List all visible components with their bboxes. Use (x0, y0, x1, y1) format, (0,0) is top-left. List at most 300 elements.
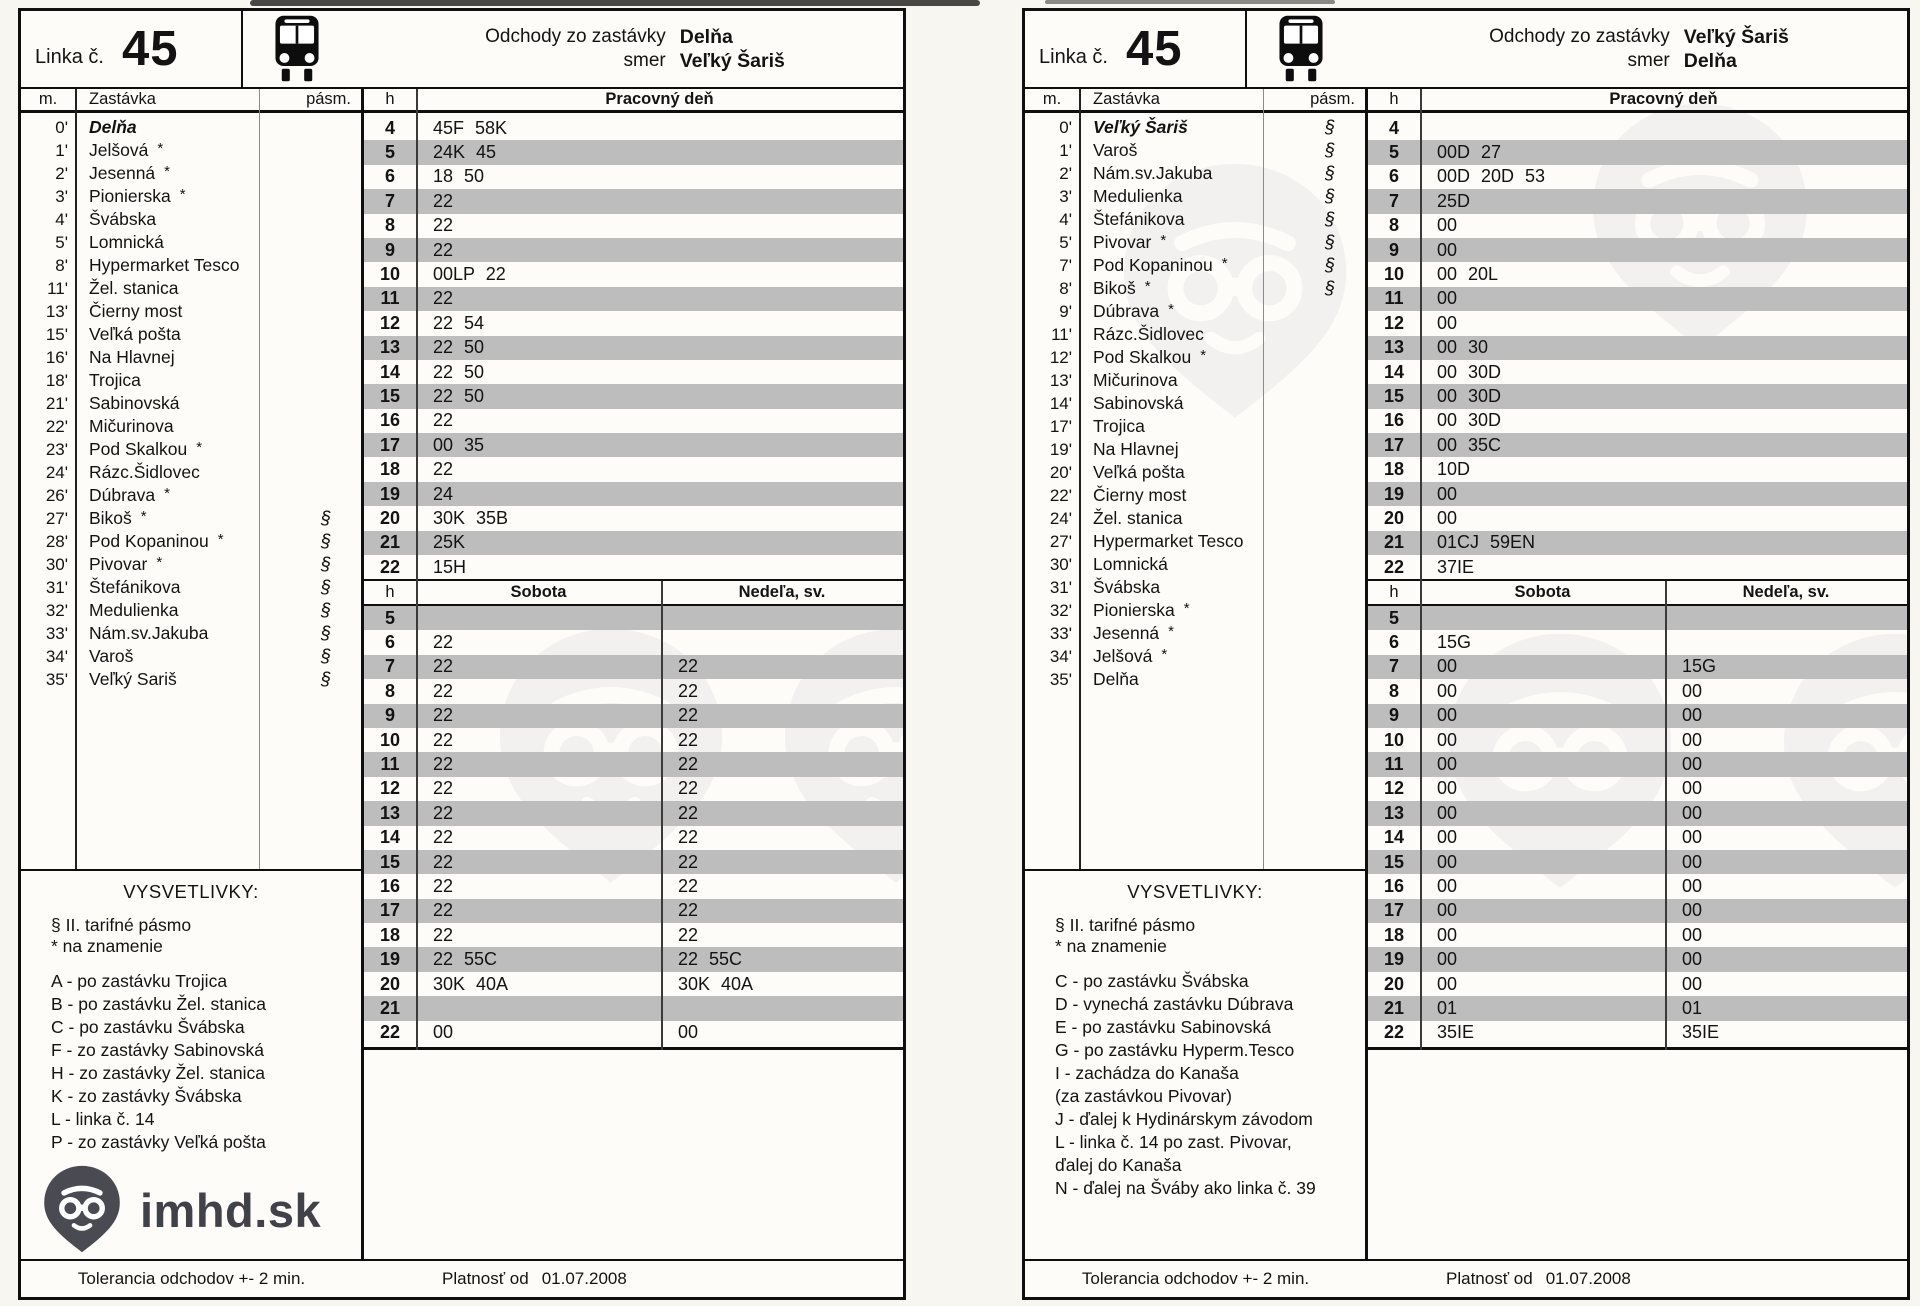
validity-date: 01.07.2008 (1545, 1269, 1631, 1288)
workday-hour-row (364, 262, 903, 286)
saturday-header: Sobota (510, 583, 567, 601)
stop-row (21, 484, 361, 507)
stop-row (1025, 484, 1365, 507)
hour-value: 9 (1388, 705, 1399, 726)
stop-row (1025, 323, 1365, 346)
saturday-departure-minutes: 00 (433, 1022, 454, 1043)
workday-timetable (364, 116, 903, 579)
stop-row (1025, 392, 1365, 415)
hour-value: 12 (1383, 312, 1405, 333)
sunday-departure-minutes: 22 (678, 924, 699, 945)
hour-value: 5 (384, 607, 395, 628)
legend-item: (za zastávkou Pivovar) (1055, 1086, 1233, 1106)
stop-name: Rázc.Šidlovec (89, 462, 200, 482)
stop-row (21, 415, 361, 438)
stop-name: Veľký Sariš (89, 669, 177, 689)
weekend-hour-row (1368, 947, 1907, 971)
hour-value: 5 (384, 142, 395, 163)
direction-label: smer (623, 49, 666, 71)
workday-hour-row (1368, 165, 1907, 189)
workday-hour-row (364, 165, 903, 189)
hour-value: 7 (384, 190, 395, 211)
stop-minute: 32' (1049, 600, 1072, 620)
on-request-star: * (1168, 623, 1175, 640)
stop-row (21, 645, 361, 668)
hour-value: 4 (1388, 117, 1399, 138)
stop-name: Čierny most (89, 301, 183, 321)
stop-name: Mičurinova (89, 416, 174, 436)
hour-column-header: h (1389, 583, 1399, 601)
zone-mark: § (320, 646, 331, 666)
hour-value: 20 (1383, 973, 1405, 994)
legend-item: H - zo zastávky Žel. stanica (51, 1063, 265, 1083)
scan-artifact (1045, 0, 1335, 4)
stop-name: Jesenná * (89, 163, 171, 183)
workday-hour-row (1368, 140, 1907, 164)
saturday-departure-minutes: 30K 40A (433, 973, 509, 994)
stop-row (1025, 645, 1365, 668)
weekend-timetable (1368, 606, 1907, 1045)
stop-name: Medulienka (1093, 186, 1183, 206)
hour-value: 5 (1388, 607, 1399, 628)
weekend-hour-row (1368, 801, 1907, 825)
legend-item: ďalej do Kanaša (1055, 1155, 1182, 1175)
departure-minutes: 25D (1437, 190, 1471, 211)
divider (1665, 581, 1667, 1050)
legend-item: B - po zastávku Žel. stanica (51, 994, 266, 1014)
stop-minute: 12' (1049, 347, 1072, 367)
legend-item: A - po zastávku Trojica (51, 971, 228, 991)
saturday-departure-minutes: 22 (433, 802, 454, 823)
saturday-departure-minutes: 00 (1437, 949, 1458, 970)
stop-name: Čierny most (1093, 485, 1187, 505)
saturday-departure-minutes: 22 (433, 729, 454, 750)
stop-minute: 30' (1049, 554, 1072, 574)
stop-row (1025, 415, 1365, 438)
workday-hour-row (1368, 384, 1907, 408)
stop-minute: 21' (45, 393, 68, 413)
stop-name: Pionierska * (1093, 600, 1190, 620)
stop-row (21, 369, 361, 392)
divider (1368, 1047, 1907, 1050)
stop-row (21, 346, 361, 369)
departure-minutes: 01CJ 59EN (1437, 532, 1536, 553)
stop-minute: 24' (1049, 508, 1072, 528)
saturday-departure-minutes: 00 (1437, 924, 1458, 945)
departure-minutes: 00 (1437, 483, 1458, 504)
imhd-logo-text: imhd.sk (140, 1183, 322, 1237)
departure-minutes: 00 35 (433, 434, 485, 455)
hour-value: 9 (1388, 239, 1399, 260)
hour-value: 7 (1388, 190, 1399, 211)
workday-hour-row (364, 506, 903, 530)
workday-hour-row (364, 433, 903, 457)
weekend-hour-row (1368, 1021, 1907, 1045)
on-request-star: * (140, 508, 147, 525)
hour-value: 22 (379, 1022, 401, 1043)
workday-hour-row (364, 116, 903, 140)
departure-minutes: 15H (433, 556, 467, 577)
stop-name: Pionierska * (89, 186, 186, 206)
workday-hour-row (1368, 506, 1907, 530)
on-request-star: * (156, 554, 163, 571)
stop-row (1025, 438, 1365, 461)
stop-row (1025, 185, 1365, 208)
zone-mark: § (320, 600, 331, 620)
stop-name: Medulienka (89, 600, 179, 620)
scan-artifact (250, 0, 980, 6)
on-request-star: * (1183, 600, 1190, 617)
saturday-departure-minutes: 00 (1437, 778, 1458, 799)
sunday-departure-minutes: 22 (678, 705, 699, 726)
zone-mark: § (1324, 232, 1335, 252)
departure-minutes: 00 30D (1437, 410, 1502, 431)
line-label: Linka č. (1039, 45, 1108, 68)
weekend-hour-row (364, 850, 903, 874)
hour-value: 16 (379, 875, 401, 896)
departure-minutes: 22 50 (433, 361, 485, 382)
stop-row (1025, 461, 1365, 484)
stop-name: Jelšová * (1093, 646, 1168, 666)
stop-row (21, 185, 361, 208)
stop-minute: 7' (1059, 255, 1072, 275)
stop-minute: 5' (55, 232, 68, 252)
legend-item: C - po zastávku Švábska (1055, 971, 1249, 991)
stop-row (1025, 507, 1365, 530)
hour-value: 15 (379, 385, 401, 406)
sunday-departure-minutes: 22 55C (678, 949, 743, 970)
departure-minutes: 24K 45 (433, 142, 497, 163)
stop-row (1025, 208, 1365, 231)
validity-label: Platnosť od (442, 1269, 529, 1288)
hour-value: 21 (1383, 997, 1405, 1018)
stop-minute: 24' (45, 462, 68, 482)
stop-name: Jelšová * (89, 140, 164, 160)
departure-minutes: 00 20L (1437, 264, 1499, 285)
weekend-hour-row (1368, 826, 1907, 850)
panel-footer (1025, 1259, 1907, 1297)
stop-name: Sabinovská (89, 393, 180, 413)
stop-name: Veľký Šariš (1093, 117, 1188, 137)
hour-value: 9 (384, 705, 395, 726)
divider (416, 89, 418, 1050)
stop-row (1025, 254, 1365, 277)
weekend-hour-row (1368, 752, 1907, 776)
sunday-departure-minutes: 22 (678, 754, 699, 775)
stop-minute: 2' (1059, 163, 1072, 183)
stop-minute: 28' (45, 531, 68, 551)
hour-value: 6 (1388, 632, 1399, 653)
legend-title: VYSVETLIVKY: (123, 881, 259, 902)
workday-hour-row (364, 287, 903, 311)
workday-hour-row (364, 555, 903, 579)
bus-icon (1247, 11, 1355, 87)
legend (1025, 881, 1365, 1200)
departure-minutes: 00 30 (1437, 337, 1489, 358)
hour-value: 18 (379, 459, 401, 480)
hour-value: 11 (380, 754, 400, 775)
sunday-departure-minutes: 30K 40A (678, 973, 754, 994)
hour-value: 21 (379, 997, 401, 1018)
sunday-departure-minutes: 00 (1682, 949, 1703, 970)
weekend-hour-row (364, 996, 903, 1020)
line-label: Linka č. (35, 45, 104, 68)
weekend-hour-row (364, 655, 903, 679)
on-request-star: * (1160, 232, 1167, 249)
validity-note (1366, 1269, 1631, 1289)
legend-item: P - zo zastávky Veľká pošta (51, 1132, 266, 1152)
legend-notes (21, 915, 361, 957)
departure-minutes: 00LP 22 (433, 264, 506, 285)
saturday-departure-minutes: 00 (1437, 973, 1458, 994)
hour-value: 22 (1383, 556, 1405, 577)
hour-value: 14 (1383, 361, 1405, 382)
stop-row (21, 438, 361, 461)
zone-mark: § (1324, 163, 1335, 183)
hour-value: 17 (379, 900, 401, 921)
stop-name: Veľká pošta (89, 324, 181, 344)
saturday-departure-minutes: 00 (1437, 705, 1458, 726)
legend-item: F - zo zastávky Sabinovská (51, 1040, 264, 1060)
hour-value: 14 (379, 361, 401, 382)
origin-stop: Veľký Šariš (1683, 25, 1789, 48)
workday-hour-row (1368, 433, 1907, 457)
divider (661, 581, 663, 1050)
sunday-departure-minutes: 22 (678, 778, 699, 799)
stop-minute: 30' (45, 554, 68, 574)
stop-row (21, 392, 361, 415)
saturday-departure-minutes: 00 (1437, 851, 1458, 872)
workday-hour-row (1368, 238, 1907, 262)
departure-minutes: 00D 27 (1437, 142, 1502, 163)
weekend-hour-row (364, 874, 903, 898)
departure-minutes: 30K 35B (433, 507, 509, 528)
hour-value: 20 (379, 973, 401, 994)
saturday-departure-minutes: 15G (1437, 632, 1472, 653)
hour-value: 9 (384, 239, 395, 260)
stop-name: Delňa (1093, 669, 1139, 689)
stop-minute: 13' (1049, 370, 1072, 390)
stop-row (1025, 277, 1365, 300)
weekend-hour-row (364, 1021, 903, 1045)
stop-row (21, 323, 361, 346)
origin-label: Odchody zo zastávky (1489, 25, 1670, 47)
weekend-hour-row (364, 777, 903, 801)
sunday-departure-minutes: 00 (1682, 900, 1703, 921)
stop-row (21, 300, 361, 323)
panel-header (21, 11, 903, 89)
origin-stop: Delňa (679, 25, 733, 48)
panel-footer (21, 1259, 903, 1297)
hour-value: 10 (379, 729, 401, 750)
stop-minute: 22' (1049, 485, 1072, 505)
hour-value: 17 (379, 434, 401, 455)
stop-name: Veľká pošta (1093, 462, 1185, 482)
zone-mark: § (320, 577, 331, 597)
hour-value: 13 (1383, 802, 1405, 823)
workday-hour-row (364, 238, 903, 262)
stop-name: Nám.sv.Jakuba (89, 623, 209, 643)
stop-minute: 18' (45, 370, 68, 390)
stop-minute: 0' (55, 117, 68, 137)
stop-row (1025, 231, 1365, 254)
zone-mark: § (320, 669, 331, 689)
stop-row (21, 162, 361, 185)
stop-row (1025, 300, 1365, 323)
hour-value: 14 (379, 827, 401, 848)
divider (1365, 89, 1368, 1297)
stop-minute: 31' (45, 577, 68, 597)
stop-row (21, 622, 361, 645)
zone-mark: § (320, 554, 331, 574)
hour-value: 19 (1383, 483, 1405, 504)
zone-mark: § (1324, 209, 1335, 229)
hour-value: 6 (1388, 166, 1399, 187)
departure-minutes: 22 (433, 410, 454, 431)
stop-row (21, 668, 361, 691)
hour-value: 11 (1384, 754, 1404, 775)
weekend-hour-row (1368, 899, 1907, 923)
departure-minutes: 24 (433, 483, 454, 504)
stop-minute: 3' (1059, 186, 1072, 206)
hour-value: 14 (1383, 827, 1405, 848)
weekend-timetable (364, 606, 903, 1045)
stop-minute: 11' (47, 278, 68, 298)
weekend-hour-row (1368, 874, 1907, 898)
stop-list (1025, 116, 1365, 691)
on-request-star: * (1168, 301, 1174, 318)
zone-mark: § (320, 531, 331, 551)
hour-value: 10 (379, 264, 401, 285)
saturday-departure-minutes: 22 (433, 875, 454, 896)
hour-column-header: h (385, 583, 395, 601)
hour-value: 15 (1383, 385, 1405, 406)
stop-minute: 19' (1049, 439, 1072, 459)
validity-note (362, 1269, 627, 1289)
hour-value: 18 (1383, 924, 1405, 945)
saturday-departure-minutes: 00 (1437, 754, 1458, 775)
legend-item: D - vynechá zastávku Dúbrava (1055, 994, 1294, 1014)
saturday-departure-minutes: 35IE (1437, 1022, 1475, 1043)
hour-value: 16 (1383, 410, 1405, 431)
workday-hour-row (1368, 189, 1907, 213)
departure-minutes: 00 (1437, 215, 1458, 236)
stop-minute: 17' (1049, 416, 1072, 436)
on-request-star: * (157, 140, 164, 157)
workday-hour-row (364, 457, 903, 481)
saturday-departure-minutes: 22 (433, 632, 454, 653)
direction-label: smer (1627, 49, 1670, 71)
legend-item: J - ďalej k Hydinárskym závodom (1055, 1109, 1313, 1129)
stop-row (1025, 139, 1365, 162)
legend-item: G - po zastávku Hyperm.Tesco (1055, 1040, 1295, 1060)
stop-name: Varoš (89, 646, 134, 666)
sunday-departure-minutes: 22 (678, 729, 699, 750)
stop-name: Na Hlavnej (1093, 439, 1179, 459)
saturday-departure-minutes: 00 (1437, 656, 1458, 677)
divider (1025, 869, 1365, 871)
on-request-star: * (1200, 347, 1207, 364)
weekend-hour-row (364, 801, 903, 825)
stop-name: Bikoš * (89, 508, 147, 528)
hour-value: 22 (379, 556, 401, 577)
origin-label: Odchody zo zastávky (485, 25, 666, 47)
weekend-hour-row (1368, 850, 1907, 874)
weekend-column-header (364, 581, 903, 606)
weekend-hour-row (364, 606, 903, 630)
hour-value: 13 (379, 337, 401, 358)
sunday-departure-minutes: 22 (678, 802, 699, 823)
departure-minutes: 25K (433, 532, 466, 553)
legend-item: E - po zastávku Sabinovská (1055, 1017, 1271, 1037)
hour-value: 21 (379, 532, 401, 553)
saturday-departure-minutes: 01 (1437, 997, 1458, 1018)
sunday-header: Nedeľa, sv. (1742, 583, 1830, 601)
hour-value: 18 (379, 924, 401, 945)
workday-hour-row (364, 140, 903, 164)
saturday-departure-minutes: 00 (1437, 827, 1458, 848)
stop-minute: 20' (1049, 462, 1072, 482)
workday-column-header (364, 89, 903, 113)
workday-hour-row (364, 189, 903, 213)
workday-hour-row (1368, 409, 1907, 433)
saturday-departure-minutes: 22 (433, 754, 454, 775)
workday-hour-row (1368, 116, 1907, 140)
stop-minute: 5' (1059, 232, 1072, 252)
stop-list (21, 116, 361, 691)
legend-note: § II. tarifné pásmo (51, 915, 192, 935)
workday-hour-row (1368, 311, 1907, 335)
zone-mark: § (1324, 117, 1335, 137)
stop-minute: 27' (1049, 531, 1072, 551)
on-request-star: * (1221, 255, 1228, 272)
hour-value: 12 (379, 312, 401, 333)
stop-minute: 26' (45, 485, 68, 505)
departure-minutes: 22 (433, 239, 454, 260)
tolerance-note: Tolerancia odchodov +- 2 min. (1081, 1269, 1310, 1288)
hour-value: 6 (384, 166, 395, 187)
stop-name: Švábska (89, 209, 157, 229)
stop-name: Trojica (1093, 416, 1145, 436)
saturday-departure-minutes: 00 (1437, 875, 1458, 896)
saturday-departure-minutes: 22 (433, 705, 454, 726)
zone-column-header: pásm. (1310, 90, 1355, 108)
stop-row (21, 208, 361, 231)
hour-value: 8 (384, 215, 395, 236)
stop-row (21, 576, 361, 599)
stop-minute: 4' (1059, 209, 1072, 229)
legend (21, 881, 361, 1154)
departure-minutes: 00 (1437, 312, 1458, 333)
hour-value: 21 (1383, 532, 1405, 553)
legend-item: N - ďalej na Šváby ako linka č. 39 (1055, 1178, 1316, 1198)
sunday-departure-minutes: 22 (678, 875, 699, 896)
stop-name: Štefánikova (1093, 209, 1185, 229)
line-number-box (21, 11, 243, 87)
hour-value: 13 (379, 802, 401, 823)
zone-mark: § (1324, 278, 1335, 298)
zone-mark: § (320, 508, 331, 528)
departure-minutes: 00D 20D 53 (1437, 166, 1546, 187)
hour-value: 16 (1383, 875, 1405, 896)
hour-value: 10 (1383, 264, 1405, 285)
panel-header (1025, 11, 1907, 89)
stop-name: Štefánikova (89, 577, 181, 597)
zone-mark: § (320, 623, 331, 643)
stop-minute: 8' (1059, 278, 1072, 298)
hour-value: 16 (379, 410, 401, 431)
stop-name: Pod Skalkou * (1093, 347, 1207, 367)
